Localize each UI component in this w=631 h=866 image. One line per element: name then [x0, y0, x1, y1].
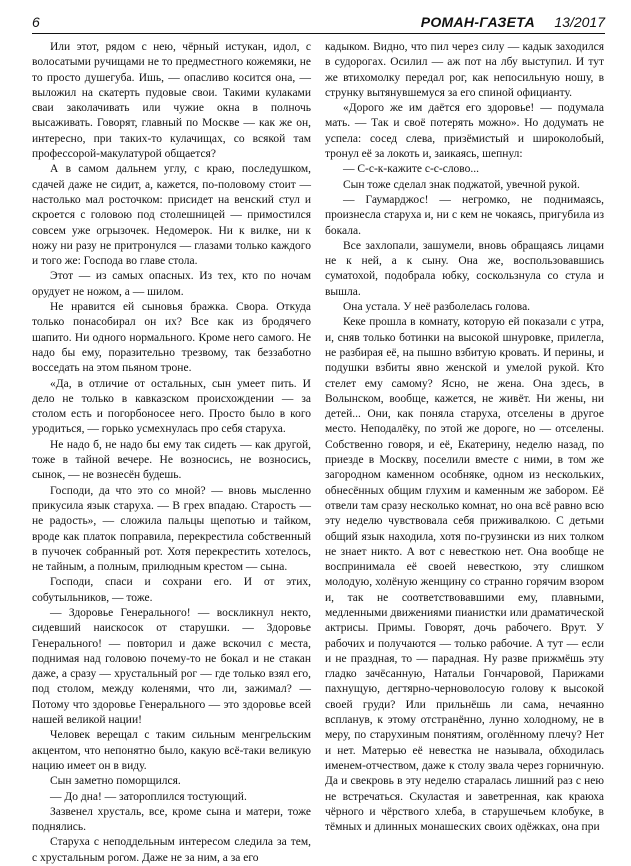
paragraph: «Дорого же им даётся его здоровье! — подумала мать. — Так и своё потерять можно». Но додумать не успела: сосед слева, призёмистый и широколобый, тронул её за локоть и, заикаясь, шепнул: — [325, 102, 604, 161]
paragraph: Этот — из самых опасных. Из тех, кто по ночам орудует не ножом, а — шилом. — [32, 270, 311, 298]
magazine-title: РОМАН-ГАЗЕТА — [420, 14, 535, 30]
paragraph: — Здоровье Генерального! — воскликнул некто, сидевший наискосок от старушки. — Здоровье Генерального! — повторил и даже вскочил с места, поднимая над головою почему-то не бокал и не стакан даже, а сразу — хрустальный рог — где только взял его, под столом, между коленями, что ли, зажимал? — Потому что здоровье Генерального — это здоровье всей нашей великой нации! — [32, 606, 311, 727]
paragraph: Не надо б, не надо бы ему так сидеть — как другой, тоже в тайной вечере. Не возносись, не возносись, сынок, — не вознесён будешь. — [32, 438, 311, 482]
paragraph: — Гаумарджос! — негромко, не поднимаясь, произнесла старуха и, ни с кем не чокаясь, пригубила из бокала. — [325, 193, 604, 237]
paragraph: — С-с-к-кажите с-с-слово... — [343, 163, 480, 176]
paragraph: кадыком. Видно, что пил через силу — кадык заходился в судорогах. Осилил — аж пот на лбу выступил. И тут же втихомолку передал рог, как непосильную ношу, в струнку вытянувшемуся за его спиной официанту. — [325, 41, 604, 99]
page-header — [32, 14, 605, 32]
header-rule — [32, 33, 605, 34]
paragraph: Или этот, рядом с нею, чёрный истукан, идол, с волосатыми ручищами не то предместного кожемяки, не то просто душегуба. Ишь, — опасливо косится она, — выложил на скатерть пудовые свои. Такими кулаками сваи заколачивать или чужие окна в полночь высаживать. Говорят, главный по Москве — как же он, интересно, при таких-то кулачищах, со всякой там профессорой-макулатурой общается? — [32, 41, 311, 161]
issue-number: 13/2017 — [554, 14, 605, 30]
paragraph: «Да, в отличие от остальных, сын умеет пить. И дело не только в кавказском происхождении — за столом есть и погорбоносее него. Просто было в кого уродиться, — горько усмехнулась про себя старуха. — [32, 377, 311, 436]
paragraph: А в самом дальнем углу, с краю, последушком, сдачей даже не сидит, а, кажется, по-половому стоит — настолько мал росточком: присидет на венский стул и скроется с головою под столешницей — примостился совсем уже огрызочек. Недомерок. Ни к вилке, ни к ножу ни разу не притронулся — глазами только каждого и того же: Господа во главе стола. — [32, 163, 311, 268]
paragraph: Не нравится ей сыновья бражка. Свора. Откуда только понасобирал он их? Все как из бродячего шапито. Ни одного нормального. Кроме него самого. Не надо бы ему, поразительно трезвому, так беззаботно восседать на этом пьяном троне. — [32, 301, 311, 375]
right-column — [325, 40, 604, 834]
paragraph: Кеке прошла в комнату, которую ей показали с утра, и, сняв только ботинки на высокой шнуровке, прилегла, не разбирая её, на пышно взбитую кровать. И перины, и подушки взбиты явно женской и умелой рукой. Кто стелет ему самому? Ясно, не жена. Она здесь, в Волынском, вообще, кажется, не живёт. Ни жены, ни детей... Они, как поняла старуха, отселены в другое место. Неподалёку, по этой же дороге, но — отселены. Собственно говоря, и её, Екатерину, неделю назад, по приезде в Москву, поселили вместе с ними, в том же загородном каменном особняке, одном из нескольких, обнесённых общим глухим и каменным же забором. Её отвели там сразу несколько комнат, но она всё равно всю эту неделю чувствовала себя приживалкою. С детьми общий язык находила, хотя по-грузински из них толком не знает никто. А вот с невесткою нет. Она вообще не воспринимала её своей невесткою, эту слишком молодую, холёную женщину со странно горячим взором и, так не соответствовавшими ему, плавными, медленными движениями пианистки или драматической актрисы. Примы. Говорят, дочь рабочего. Врут. У рабочих и получаются — только рабочие. А тут — если и не праздная, то — парадная. Ну разве прижмёшь эту гладко зачёсанную, Натальи Гончаровой, Парижами пахнущую, дегтярно-черноволосую голову к высокой своей груди? Или прильнёшь ли сама, нечаянно вспланув, к этому отстранённо, лунно холодному, не в меру, по старухиным понятиям, оголённому плечу? Нет и нет. Матерью её невестка не называла, обходилась именем-отчеством, даже к столу звала через горничную. Да и свекровь в эту неделю старалась лишний раз с нею не встречаться. Скуластая и заветренная, как краюха чёрного и чёрствого хлеба, в старушечьем клобуке, в тёмных и длинных монашеских своих одёжках, она при — [325, 316, 604, 834]
paragraph: Господи, да что это со мной? — вновь мысленно прикусила язык старуха. — В грех впадаю. Старость — не радость», — сложила пальцы щепотью и тайком, вроде как платок поправила, перекрестила собственный в пучочек собранный рот. Хотя перекрестить хотелось, не тайным, а полным, прилюдным крестом — сына. — [32, 484, 311, 574]
paragraph: Господи, спаси и сохрани его. И от этих, собутыльников, — тоже. — [32, 576, 311, 604]
paragraph: Она устала. У неё разболелась голова. — [343, 301, 531, 314]
paragraph: Все захлопали, зашумели, вновь обращаясь лицами не к ней, а к сыну. Она же, воспользовавшись суматохой, подобрала юбку, соскользнула со стула и вышла. — [325, 239, 604, 298]
paragraph: Старуха с неподдельным интересом следила за тем, с хрустальным рогом. Даже не за ним, а за его — [32, 836, 311, 864]
paragraph: — До дна! — затороплился тостующий. — [50, 790, 247, 803]
left-column — [32, 40, 311, 864]
page-number: 6 — [32, 14, 40, 30]
paragraph: Сын заметно поморщился. — [50, 775, 181, 788]
paragraph: Зазвенел хрусталь, все, кроме сына и матери, тоже поднялись. — [32, 805, 311, 834]
paragraph: Сын тоже сделал знак поджатой, увечной рукой. — [343, 178, 580, 191]
paragraph: Человек верещал с таким сильным менгрельским акцентом, что непонятно было, какую всё-таки великую нацию имеет он в виду. — [32, 729, 311, 772]
